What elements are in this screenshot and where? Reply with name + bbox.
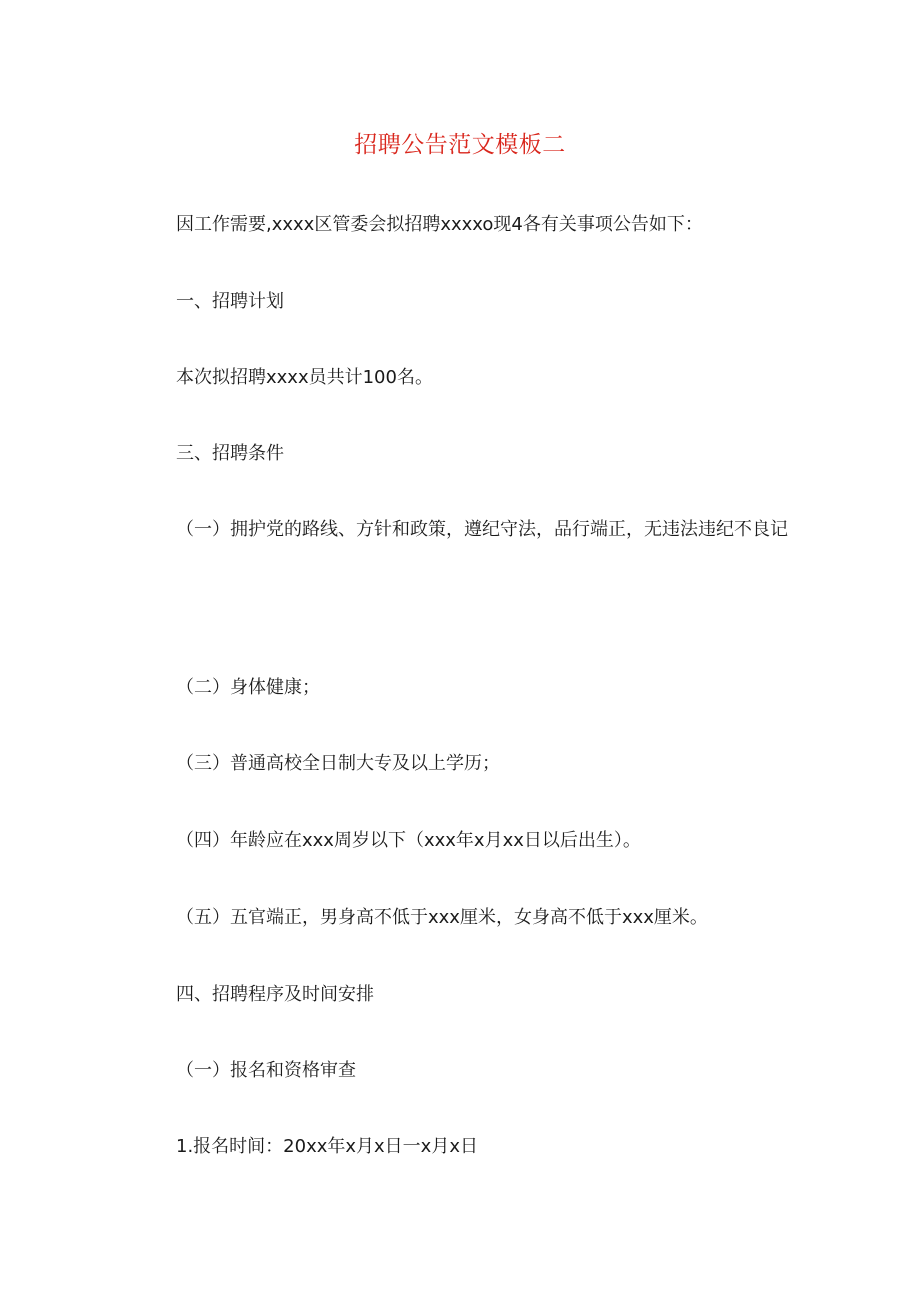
condition-item-4: （四）年龄应在xxx周岁以下（xxx年x月xx日以后出生）。 [176,830,641,851]
section-heading-conditions: 三、招聘条件 [176,443,284,464]
section-heading-procedure: 四、招聘程序及时间安排 [176,984,374,1005]
intro-paragraph: 因工作需要,xxxx区管委会拟招聘xxxxo现4各有关事项公告如下： [176,214,703,235]
registration-time: 1.报名时间：20xx年x月x日一x月x日 [176,1136,478,1157]
condition-item-2: （二）身体健康； [176,677,320,698]
document-title: 招聘公告范文模板二 [354,132,566,158]
plan-paragraph: 本次拟招聘xxxx员共计100名。 [176,367,433,388]
condition-item-5: （五）五官端正，男身高不低于xxx厘米，女身高不低于xxx厘米。 [176,907,708,928]
condition-item-3: （三）普通高校全日制大专及以上学历； [176,753,500,774]
condition-item-1: （一）拥护党的路线、方针和政策，遵纪守法，品行端正，无违法违纪不良记 [176,519,788,540]
section-heading-plan: 一、招聘计划 [176,291,284,312]
procedure-item-1: （一）报名和资格审查 [176,1060,356,1081]
